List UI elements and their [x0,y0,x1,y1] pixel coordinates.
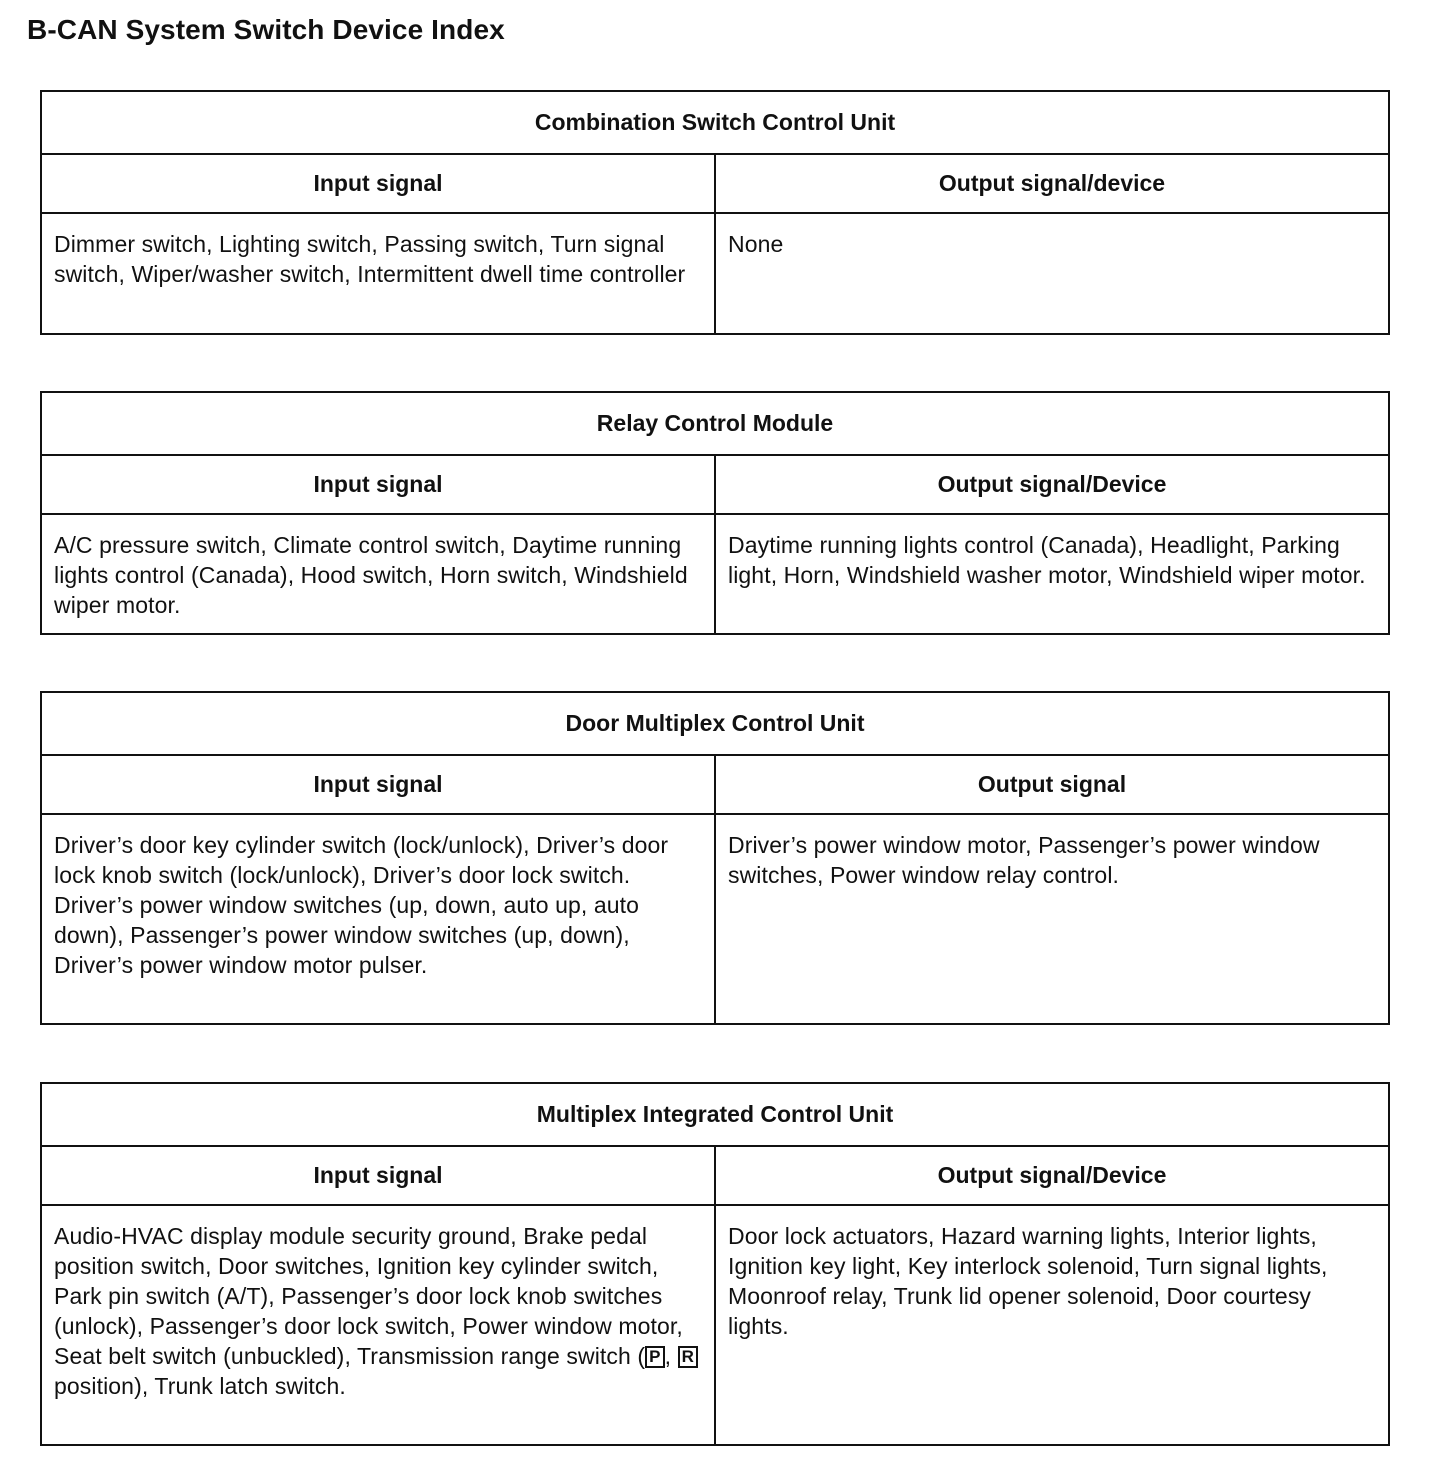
table-title: Relay Control Module [41,392,1389,455]
output-signal-cell: Daytime running lights control (Canada), Headlight, Parking light, Horn, Windshield washer motor, Windshield wiper motor. [715,514,1389,634]
table-title: Combination Switch Control Unit [41,91,1389,154]
input-signal-cell: Dimmer switch, Lighting switch, Passing switch, Turn signal switch, Wiper/washer switch, Intermittent dwell time controller [41,213,715,334]
output-signal-cell: None [715,213,1389,334]
input-text-before: Audio-HVAC display module security ground, Brake pedal position switch, Door switches, Ignition key cylinder switch, Park pin switch (A/T), Passenger’s door lock knob switches (unlock), Passenger’s door lock switch, Power window motor, Seat belt switch (unbuckled), Transmission range switch ( [54,1223,683,1369]
output-signal-header: Output signal/device [715,154,1389,213]
input-signal-header: Input signal [41,755,715,814]
page-title: B-CAN System Switch Device Index [27,14,505,45]
door-multiplex-control-unit-table [40,691,1390,1025]
output-signal-cell: Door lock actuators, Hazard warning lights, Interior lights, Ignition key light, Key interlock solenoid, Turn signal lights, Moonroof relay, Trunk lid opener solenoid, Door courtesy lights. [715,1205,1389,1445]
input-signal-header: Input signal [41,1146,715,1205]
output-signal-header: Output signal [715,755,1389,814]
reverse-position-symbol: R [678,1346,698,1368]
input-signal-header: Input signal [41,154,715,213]
input-signal-cell: A/C pressure switch, Climate control switch, Daytime running lights control (Canada), Hood switch, Horn switch, Windshield wiper motor. [41,514,715,634]
table-title: Multiplex Integrated Control Unit [41,1083,1389,1146]
table-title: Door Multiplex Control Unit [41,692,1389,755]
relay-control-module-table [40,391,1390,635]
input-signal-cell [41,1205,715,1445]
output-signal-cell: Driver’s power window motor, Passenger’s power window switches, Power window relay control. [715,814,1389,1024]
multiplex-integrated-control-unit-table [40,1082,1390,1446]
input-signal-cell: Driver’s door key cylinder switch (lock/unlock), Driver’s door lock knob switch (lock/unlock), Driver’s door lock switch. Driver’s power window switches (up, down, auto up, auto down), Passenger’s power window switches (up, down), Driver’s power window motor pulser. [41,814,715,1024]
input-signal-header: Input signal [41,455,715,514]
output-signal-header: Output signal/Device [715,455,1389,514]
combination-switch-control-unit-table [40,90,1390,335]
input-text-separator: , [664,1343,678,1369]
output-signal-header: Output signal/Device [715,1146,1389,1205]
input-text-after: position), Trunk latch switch. [54,1373,346,1399]
park-position-symbol: P [645,1346,664,1368]
